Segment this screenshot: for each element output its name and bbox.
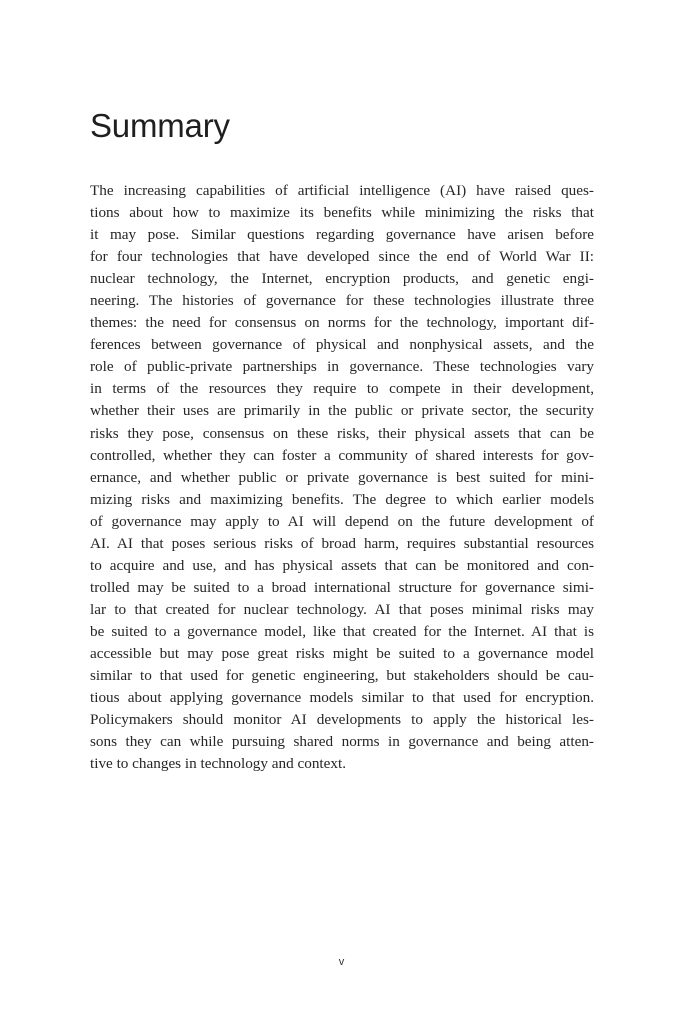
paragraph-line: similar to that used for genetic engineering, but stakeholders should be cau- bbox=[90, 667, 594, 685]
page-title: Summary bbox=[90, 107, 230, 144]
paragraph-line: trolled may be suited to a broad international structure for governance simi- bbox=[90, 578, 594, 596]
paragraph-line: AI. AI that poses serious risks of broad harm, requires substantial resources bbox=[90, 534, 594, 552]
paragraph-line: Policymakers should monitor AI developments to apply the historical les- bbox=[90, 711, 594, 729]
paragraph-line: tions about how to maximize its benefits while minimizing the risks that bbox=[90, 204, 594, 222]
paragraph-line: nuclear technology, the Internet, encryption products, and genetic engi- bbox=[90, 270, 594, 288]
paragraph-line: accessible but may pose great risks might be suited to a governance model bbox=[90, 644, 594, 662]
paragraph-line: sons they can while pursuing shared norms in governance and being atten- bbox=[90, 733, 594, 751]
paragraph-line: it may pose. Similar questions regarding governance have arisen before bbox=[90, 226, 594, 244]
paragraph-line: controlled, whether they can foster a community of shared interests for gov- bbox=[90, 446, 594, 464]
paragraph-line: ferences between governance of physical and nonphysical assets, and the bbox=[90, 336, 594, 354]
paragraph-line: in terms of the resources they require to compete in their development, bbox=[90, 380, 594, 398]
paragraph-line: tious about applying governance models similar to that used for encryption. bbox=[90, 689, 594, 707]
paragraph-line: be suited to a governance model, like that created for the Internet. AI that is bbox=[90, 622, 594, 640]
paragraph-line: for four technologies that have developed since the end of World War II: bbox=[90, 248, 594, 266]
paragraph-line: ernance, and whether public or private governance is best suited for mini- bbox=[90, 468, 594, 486]
summary-paragraph bbox=[90, 180, 594, 775]
page-number: v bbox=[338, 956, 345, 968]
paragraph-line: The increasing capabilities of artificial intelligence (AI) have raised ques- bbox=[90, 182, 594, 199]
paragraph-line: themes: the need for consensus on norms for the technology, important dif- bbox=[90, 314, 594, 332]
paragraph-line: whether their uses are primarily in the public or private sector, the security bbox=[90, 402, 594, 420]
paragraph-line: role of public-private partnerships in governance. These technologies vary bbox=[90, 358, 594, 376]
paragraph-line: mizing risks and maximizing benefits. The degree to which earlier models bbox=[90, 490, 594, 508]
paragraph-line: of governance may apply to AI will depend on the future development of bbox=[90, 512, 594, 530]
paragraph-line: tive to changes in technology and context. bbox=[90, 755, 347, 773]
paragraph-line: lar to that created for nuclear technology. AI that poses minimal risks may bbox=[90, 600, 594, 618]
paragraph-line: risks they pose, consensus on these risks, their physical assets that can be bbox=[90, 424, 594, 442]
paragraph-line: neering. The histories of governance for these technologies illustrate three bbox=[90, 292, 594, 310]
paragraph-line: to acquire and use, and has physical assets that can be monitored and con- bbox=[90, 556, 594, 574]
